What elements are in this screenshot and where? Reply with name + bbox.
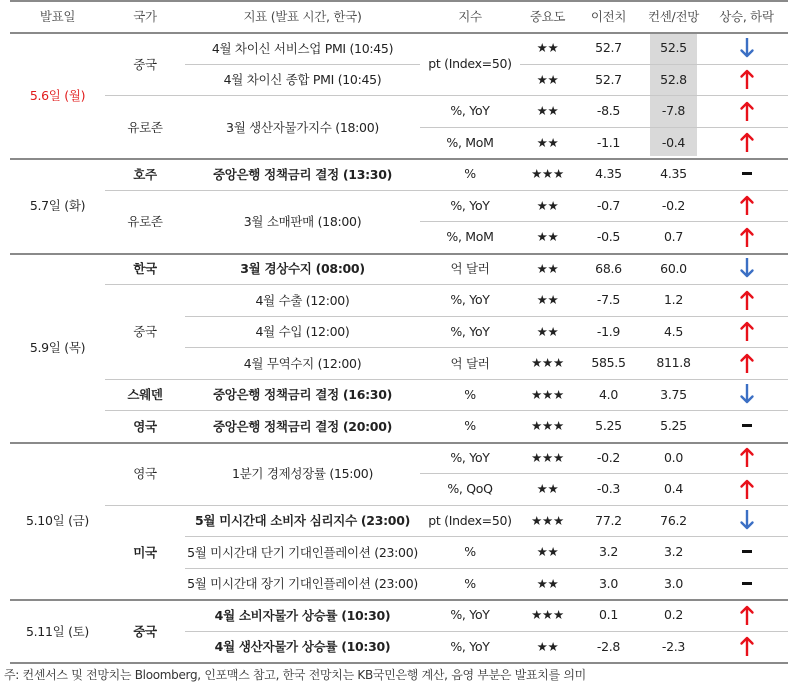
previous-value: -1.9 xyxy=(596,323,621,339)
country: 유로존 xyxy=(127,119,163,135)
previous-value: 3.2 xyxy=(599,544,618,560)
group-divider xyxy=(10,442,788,444)
row-divider xyxy=(185,316,788,317)
importance-stars: ★★★ xyxy=(531,607,564,623)
indicator-name: 중앙은행 정책금리 결정 (20:00) xyxy=(212,418,393,434)
unit: %, YoY xyxy=(450,323,490,339)
trend-cell xyxy=(705,568,788,600)
consensus-value: -2.3 xyxy=(661,638,686,654)
row-divider xyxy=(420,221,788,222)
row-divider xyxy=(185,568,788,569)
trend-cell xyxy=(705,473,788,505)
indicator-name: 1분기 경제성장률 (15:00) xyxy=(231,466,374,481)
unit: % xyxy=(464,166,476,182)
consensus-value: 3.2 xyxy=(664,544,683,560)
flat-dash-icon xyxy=(742,424,752,427)
previous-value: 4.35 xyxy=(595,166,622,182)
indicator-name: 중앙은행 정책금리 결정 (13:30) xyxy=(212,166,393,182)
arrow-down-icon xyxy=(739,37,755,59)
group-divider xyxy=(10,0,788,2)
unit: %, YoY xyxy=(450,292,490,308)
previous-value: -7.5 xyxy=(596,292,621,308)
trend-cell xyxy=(705,158,788,190)
row-divider xyxy=(420,473,788,474)
indicator-name: 4월 소비자물가 상승률 (10:30) xyxy=(214,607,391,623)
arrow-up-icon xyxy=(739,289,755,311)
trend-cell xyxy=(705,190,788,222)
country: 중국 xyxy=(133,623,157,639)
consensus-value: 1.2 xyxy=(664,292,683,308)
importance-stars: ★★ xyxy=(536,292,559,308)
arrow-up-icon xyxy=(739,100,755,122)
indicator-name: 4월 수입 (12:00) xyxy=(255,324,350,340)
indicator-name: 4월 무역수지 (12:00) xyxy=(243,355,362,371)
arrow-up-icon xyxy=(739,446,755,468)
row-divider xyxy=(185,347,788,348)
consensus-value: 5.25 xyxy=(660,418,687,434)
previous-value: 52.7 xyxy=(595,71,622,87)
importance-stars: ★★★ xyxy=(531,355,564,371)
row-divider xyxy=(105,190,788,191)
importance-stars: ★★★ xyxy=(531,166,564,182)
consensus-value: 76.2 xyxy=(660,512,687,528)
row-divider xyxy=(105,505,788,506)
indicator-name: 4월 차이신 서비스업 PMI (10:45) xyxy=(211,40,394,56)
country: 중국 xyxy=(133,324,157,340)
column-header: 지표 (발표 시간, 한국) xyxy=(243,9,362,24)
previous-value: 0.1 xyxy=(599,607,618,623)
row-divider xyxy=(105,284,788,285)
importance-stars: ★★★ xyxy=(531,449,564,465)
importance-stars: ★★ xyxy=(536,481,559,497)
consensus-value: 0.4 xyxy=(664,481,683,497)
indicator-name: 4월 수출 (12:00) xyxy=(255,292,350,308)
consensus-value: -7.8 xyxy=(661,103,686,119)
previous-value: 5.25 xyxy=(595,418,622,434)
consensus-value: 52.5 xyxy=(660,40,687,56)
flat-dash-icon xyxy=(742,582,752,585)
economic-calendar-table xyxy=(10,0,788,660)
trend-cell xyxy=(705,316,788,348)
indicator-name: 중앙은행 정책금리 결정 (16:30) xyxy=(212,387,393,403)
indicator-name: 5월 미시간대 장기 기대인플레이션 (23:00) xyxy=(187,576,418,592)
arrow-up-icon xyxy=(739,131,755,153)
trend-cell xyxy=(705,253,788,285)
unit: % xyxy=(464,575,476,591)
previous-value: -0.5 xyxy=(596,229,621,245)
unit: % xyxy=(464,386,476,402)
group-divider xyxy=(10,662,788,664)
group-divider xyxy=(10,158,788,160)
flat-dash-icon xyxy=(742,172,752,175)
trend-cell xyxy=(705,599,788,631)
country: 호주 xyxy=(133,166,157,182)
previous-value: 52.7 xyxy=(595,40,622,56)
country: 영국 xyxy=(133,418,157,434)
release-date: 5.11일 (토) xyxy=(25,623,89,639)
indicator-name: 5월 미시간대 단기 기대인플레이션 (23:00) xyxy=(187,544,418,560)
unit: 억 달러 xyxy=(450,355,490,371)
row-divider xyxy=(105,95,788,96)
trend-cell xyxy=(705,284,788,316)
indicator-name: 3월 생산자물가지수 (18:00) xyxy=(226,119,379,135)
trend-cell xyxy=(705,631,788,663)
column-header: 중요도 xyxy=(529,9,566,24)
group-divider xyxy=(10,32,788,34)
arrow-down-icon xyxy=(739,257,755,279)
unit: %, YoY xyxy=(450,638,490,654)
previous-value: -0.7 xyxy=(596,197,621,213)
consensus-value: 3.75 xyxy=(660,386,687,402)
row-divider xyxy=(185,536,788,537)
trend-cell xyxy=(705,32,788,64)
importance-stars: ★★ xyxy=(536,260,559,276)
trend-cell xyxy=(705,64,788,96)
row-divider xyxy=(520,64,788,65)
arrow-up-icon xyxy=(739,194,755,216)
previous-value: 3.0 xyxy=(599,575,618,591)
column-header: 컨센/전망 xyxy=(647,9,699,24)
trend-cell xyxy=(705,127,788,159)
trend-cell xyxy=(705,410,788,442)
release-date: 5.6일 (월) xyxy=(29,88,86,103)
unit: 억 달러 xyxy=(450,261,490,277)
consensus-value: 4.5 xyxy=(664,323,683,339)
column-header: 지수 xyxy=(458,9,482,24)
previous-value: 77.2 xyxy=(595,512,622,528)
group-divider xyxy=(10,253,788,255)
country: 영국 xyxy=(133,466,157,481)
row-divider xyxy=(105,410,788,411)
arrow-up-icon xyxy=(739,604,755,626)
arrow-down-icon xyxy=(739,509,755,531)
arrow-up-icon xyxy=(739,320,755,342)
row-divider xyxy=(105,379,788,380)
column-header: 발표일 xyxy=(39,9,76,24)
arrow-down-icon xyxy=(739,383,755,405)
indicator-name: 4월 생산자물가 상승률 (10:30) xyxy=(214,639,391,655)
unit: %, MoM xyxy=(446,134,494,150)
consensus-value: 811.8 xyxy=(656,355,691,371)
previous-value: 68.6 xyxy=(595,260,622,276)
consensus-value: 60.0 xyxy=(660,260,687,276)
row-divider xyxy=(185,64,420,65)
release-date: 5.9일 (목) xyxy=(29,340,86,355)
column-header: 이전치 xyxy=(590,9,627,24)
trend-cell xyxy=(705,95,788,127)
unit: %, QoQ xyxy=(447,481,493,497)
unit: pt (Index=50) xyxy=(428,512,512,528)
row-divider xyxy=(420,127,788,128)
indicator-name: 5월 미시간대 소비자 심리지수 (23:00) xyxy=(194,513,411,529)
release-date: 5.10일 (금) xyxy=(25,513,89,529)
importance-stars: ★★ xyxy=(536,103,559,119)
unit: %, YoY xyxy=(450,197,490,213)
consensus-value: 0.7 xyxy=(664,229,683,245)
consensus-value: 4.35 xyxy=(660,166,687,182)
arrow-up-icon xyxy=(739,635,755,657)
consensus-value: 3.0 xyxy=(664,575,683,591)
previous-value: -1.1 xyxy=(596,134,621,150)
trend-cell xyxy=(705,505,788,537)
previous-value: -8.5 xyxy=(596,103,621,119)
flat-dash-icon xyxy=(742,550,752,553)
indicator-name: 4월 차이신 종합 PMI (10:45) xyxy=(223,72,382,88)
importance-stars: ★★ xyxy=(536,544,559,560)
importance-stars: ★★★ xyxy=(531,512,564,528)
consensus-value: -0.4 xyxy=(661,134,686,150)
previous-value: -0.2 xyxy=(596,449,621,465)
footnote: 주: 컨센서스 및 전망치는 Bloomberg, 인포맥스 참고, 한국 전망치는 KB국민은행 계산, 음영 부분은 발표치를 의미 xyxy=(4,668,586,682)
previous-value: -0.3 xyxy=(596,481,621,497)
trend-cell xyxy=(705,347,788,379)
previous-value: 4.0 xyxy=(599,386,618,402)
consensus-value: -0.2 xyxy=(661,197,686,213)
country: 유로존 xyxy=(127,214,163,229)
previous-value: 585.5 xyxy=(591,355,626,371)
country: 한국 xyxy=(133,261,157,277)
trend-cell xyxy=(705,379,788,411)
country: 스웨덴 xyxy=(127,387,163,403)
importance-stars: ★★★ xyxy=(531,418,564,434)
country: 중국 xyxy=(133,56,157,72)
indicator-name: 3월 경상수지 (08:00) xyxy=(240,261,365,277)
arrow-up-icon xyxy=(739,226,755,248)
release-date: 5.7일 (화) xyxy=(29,198,86,214)
unit: % xyxy=(464,544,476,560)
consensus-value: 0.0 xyxy=(664,449,683,465)
group-divider xyxy=(10,599,788,601)
row-divider xyxy=(185,631,788,632)
importance-stars: ★★ xyxy=(536,323,559,339)
column-header: 국가 xyxy=(133,9,157,24)
importance-stars: ★★ xyxy=(536,197,559,213)
unit: %, YoY xyxy=(450,449,490,465)
importance-stars: ★★ xyxy=(536,638,559,654)
unit: %, MoM xyxy=(446,229,494,245)
country: 미국 xyxy=(133,544,157,560)
trend-cell xyxy=(705,442,788,474)
importance-stars: ★★ xyxy=(536,40,559,56)
importance-stars: ★★★ xyxy=(531,386,564,402)
importance-stars: ★★ xyxy=(536,575,559,591)
importance-stars: ★★ xyxy=(536,134,559,150)
importance-stars: ★★ xyxy=(536,229,559,245)
consensus-value: 0.2 xyxy=(664,607,683,623)
arrow-up-icon xyxy=(739,352,755,374)
unit: %, YoY xyxy=(450,607,490,623)
trend-cell xyxy=(705,221,788,253)
indicator-name: 3월 소매판매 (18:00) xyxy=(243,214,362,229)
trend-cell xyxy=(705,536,788,568)
column-header: 상승, 하락 xyxy=(719,9,774,24)
consensus-value: 52.8 xyxy=(660,71,687,87)
previous-value: -2.8 xyxy=(596,638,621,654)
unit: pt (Index=50) xyxy=(428,56,512,71)
unit: % xyxy=(464,418,476,434)
unit: %, YoY xyxy=(450,103,490,119)
arrow-up-icon xyxy=(739,478,755,500)
arrow-up-icon xyxy=(739,68,755,90)
importance-stars: ★★ xyxy=(536,71,559,87)
